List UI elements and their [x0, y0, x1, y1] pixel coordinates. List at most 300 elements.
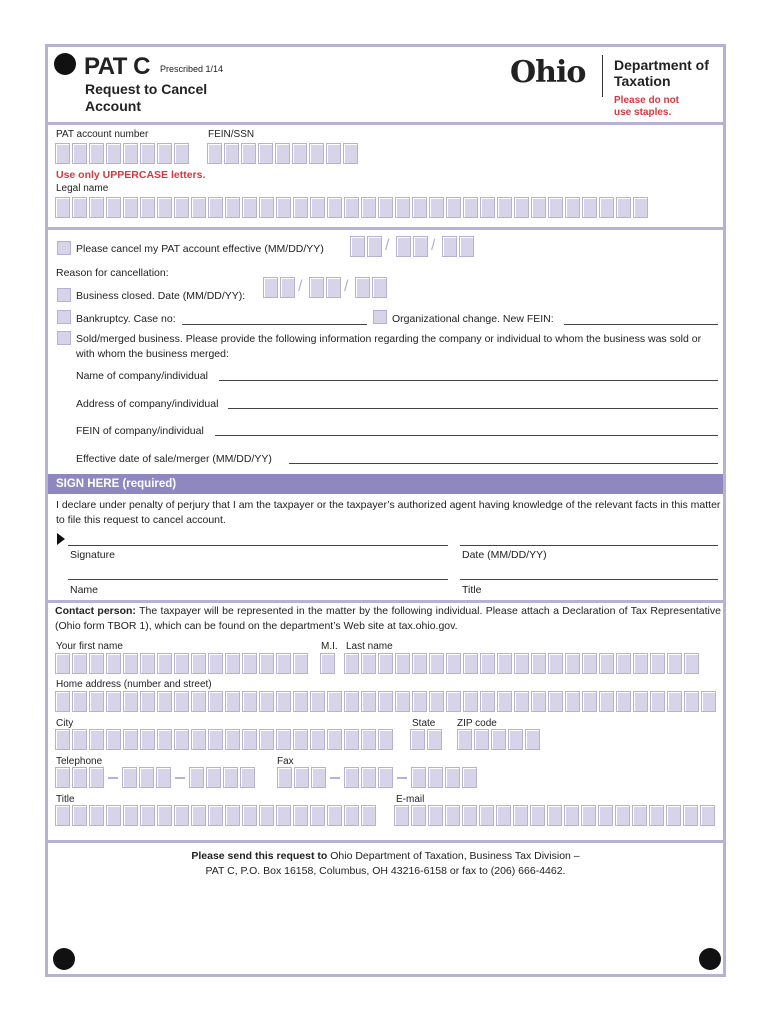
company-fein-label: FEIN of company/individual — [76, 425, 204, 437]
char-box[interactable] — [208, 653, 223, 674]
first-name-field[interactable] — [55, 653, 310, 674]
sign-date-label: Date (MM/DD/YY) — [462, 549, 547, 561]
char-box[interactable] — [240, 767, 255, 788]
signature-label: Signature — [70, 549, 115, 561]
char-box[interactable] — [191, 729, 206, 750]
char-box[interactable] — [327, 197, 342, 218]
bankruptcy-case-line[interactable] — [182, 324, 367, 325]
char-box[interactable] — [396, 236, 411, 257]
email-field[interactable] — [394, 805, 717, 826]
char-box[interactable] — [378, 691, 393, 712]
char-box[interactable] — [326, 143, 341, 164]
char-box[interactable] — [599, 197, 614, 218]
char-box[interactable] — [666, 805, 681, 826]
char-box[interactable] — [411, 767, 426, 788]
char-box[interactable] — [446, 197, 461, 218]
prescribed-date: Prescribed 1/14 — [160, 64, 224, 74]
email-label: E-mail — [396, 794, 425, 805]
legal-name-label: Legal name — [56, 183, 109, 194]
char-box[interactable] — [394, 805, 409, 826]
char-box[interactable] — [123, 653, 138, 674]
home-address-field[interactable] — [55, 691, 718, 712]
company-name-line[interactable] — [219, 380, 718, 381]
char-box[interactable] — [310, 197, 325, 218]
sign-here-heading: SIGN HERE (required) — [48, 474, 723, 494]
sign-arrow-icon — [57, 533, 65, 545]
reason-label: Reason for cancellation: — [56, 267, 169, 279]
char-box[interactable] — [140, 805, 155, 826]
char-box[interactable] — [327, 729, 342, 750]
contact-title-label: Title — [56, 794, 75, 805]
char-box[interactable] — [564, 805, 579, 826]
char-box[interactable] — [514, 197, 529, 218]
telephone-field[interactable] — [55, 767, 257, 788]
char-box[interactable] — [411, 805, 426, 826]
char-box[interactable] — [106, 805, 121, 826]
char-box[interactable] — [531, 653, 546, 674]
char-box[interactable] — [372, 277, 387, 298]
char-box[interactable] — [72, 143, 87, 164]
char-box[interactable] — [139, 767, 154, 788]
number-separator — [106, 767, 120, 788]
char-box[interactable] — [598, 805, 613, 826]
char-box[interactable] — [55, 805, 70, 826]
char-box[interactable] — [701, 691, 716, 712]
char-box[interactable] — [89, 143, 104, 164]
char-box[interactable] — [650, 691, 665, 712]
char-box[interactable] — [632, 805, 647, 826]
fax-field[interactable] — [277, 767, 479, 788]
state-field[interactable] — [410, 729, 444, 750]
char-box[interactable] — [208, 691, 223, 712]
department-name: Department of Taxation — [614, 57, 709, 89]
char-box[interactable] — [361, 197, 376, 218]
mi-field[interactable] — [320, 653, 337, 674]
char-box[interactable] — [293, 805, 308, 826]
char-box[interactable] — [344, 805, 359, 826]
cancel-account-checkbox[interactable] — [57, 241, 71, 255]
uppercase-notice: Use only UPPERCASE letters. — [56, 169, 206, 181]
new-fein-line[interactable] — [564, 324, 718, 325]
section-divider-2 — [48, 600, 723, 603]
char-box[interactable] — [344, 729, 359, 750]
char-box[interactable] — [309, 277, 324, 298]
char-box[interactable] — [344, 653, 359, 674]
char-box[interactable] — [259, 729, 274, 750]
char-box[interactable] — [174, 729, 189, 750]
char-box[interactable] — [242, 691, 257, 712]
char-box[interactable] — [344, 197, 359, 218]
char-box[interactable] — [157, 653, 172, 674]
char-box[interactable] — [55, 767, 70, 788]
char-box[interactable] — [442, 236, 457, 257]
fax-label: Fax — [277, 756, 294, 767]
mailing-line-1 — [48, 849, 723, 864]
city-label: City — [56, 718, 74, 729]
char-box[interactable] — [429, 691, 444, 712]
char-box[interactable] — [310, 729, 325, 750]
char-box[interactable] — [310, 805, 325, 826]
char-box[interactable] — [378, 767, 393, 788]
char-box[interactable] — [106, 143, 121, 164]
char-box[interactable] — [292, 143, 307, 164]
char-box[interactable] — [72, 729, 87, 750]
char-box[interactable] — [208, 197, 223, 218]
char-box[interactable] — [463, 197, 478, 218]
char-box[interactable] — [633, 691, 648, 712]
char-box[interactable] — [378, 197, 393, 218]
char-box[interactable] — [378, 729, 393, 750]
char-box[interactable] — [242, 729, 257, 750]
char-box[interactable] — [55, 691, 70, 712]
org-change-checkbox[interactable] — [373, 310, 387, 324]
char-box[interactable] — [106, 729, 121, 750]
bankruptcy-label: Bankruptcy. Case no: — [76, 313, 176, 325]
char-box[interactable] — [140, 143, 155, 164]
form-title: Request to Cancel Account — [85, 81, 208, 114]
char-box[interactable] — [429, 197, 444, 218]
char-box[interactable] — [474, 729, 489, 750]
number-separator — [173, 767, 187, 788]
last-name-field[interactable] — [344, 653, 701, 674]
char-box[interactable] — [427, 729, 442, 750]
char-box[interactable] — [581, 805, 596, 826]
char-box[interactable] — [310, 691, 325, 712]
char-box[interactable] — [72, 197, 87, 218]
char-box[interactable] — [479, 805, 494, 826]
char-box[interactable] — [633, 197, 648, 218]
char-box[interactable] — [157, 805, 172, 826]
char-box[interactable] — [259, 805, 274, 826]
name-line[interactable] — [68, 579, 448, 580]
char-box[interactable] — [378, 653, 393, 674]
char-box[interactable] — [225, 805, 240, 826]
state-label: State — [412, 718, 436, 729]
char-box[interactable] — [326, 277, 341, 298]
char-box[interactable] — [582, 691, 597, 712]
char-box[interactable] — [293, 197, 308, 218]
char-box[interactable] — [462, 805, 477, 826]
char-box[interactable] — [276, 805, 291, 826]
char-box[interactable] — [320, 653, 335, 674]
char-box[interactable] — [565, 197, 580, 218]
char-box[interactable] — [650, 653, 665, 674]
fein-ssn-label: FEIN/SSN — [208, 129, 255, 140]
char-box[interactable] — [599, 653, 614, 674]
punch-hole-bottom-left — [53, 948, 75, 970]
char-box[interactable] — [208, 729, 223, 750]
char-box[interactable] — [174, 197, 189, 218]
char-box[interactable] — [280, 277, 295, 298]
legal-name-field[interactable] — [55, 197, 650, 218]
char-box[interactable] — [174, 143, 189, 164]
char-box[interactable] — [294, 767, 309, 788]
section-divider-1 — [48, 227, 723, 230]
char-box[interactable] — [361, 691, 376, 712]
char-box[interactable] — [684, 691, 699, 712]
char-box[interactable] — [55, 197, 70, 218]
char-box[interactable] — [497, 691, 512, 712]
char-box[interactable] — [508, 729, 523, 750]
char-box[interactable] — [525, 729, 540, 750]
char-box[interactable] — [241, 143, 256, 164]
org-change-label: Organizational change. New FEIN: — [392, 313, 554, 325]
char-box[interactable] — [106, 653, 121, 674]
char-box[interactable] — [463, 691, 478, 712]
char-box[interactable] — [565, 691, 580, 712]
char-box[interactable] — [457, 729, 472, 750]
char-box[interactable] — [293, 653, 308, 674]
char-box[interactable] — [496, 805, 511, 826]
char-box[interactable] — [258, 143, 273, 164]
char-box[interactable] — [412, 653, 427, 674]
char-box[interactable] — [55, 653, 70, 674]
char-box[interactable] — [225, 691, 240, 712]
char-box[interactable] — [191, 653, 206, 674]
char-box[interactable] — [343, 143, 358, 164]
char-box[interactable] — [395, 653, 410, 674]
char-box[interactable] — [311, 767, 326, 788]
title-line[interactable] — [460, 579, 718, 580]
char-box[interactable] — [123, 197, 138, 218]
char-box[interactable] — [395, 197, 410, 218]
company-address-line[interactable] — [228, 408, 718, 409]
char-box[interactable] — [242, 805, 257, 826]
mailing-address-1: Ohio Department of Taxation, Business Tax Division – — [330, 850, 580, 862]
char-box[interactable] — [208, 805, 223, 826]
char-box[interactable] — [582, 197, 597, 218]
char-box[interactable] — [275, 143, 290, 164]
char-box[interactable] — [462, 767, 477, 788]
char-box[interactable] — [223, 767, 238, 788]
char-box[interactable] — [242, 653, 257, 674]
char-box[interactable] — [428, 767, 443, 788]
char-box[interactable] — [174, 805, 189, 826]
char-box[interactable] — [514, 653, 529, 674]
char-box[interactable] — [276, 653, 291, 674]
char-box[interactable] — [667, 653, 682, 674]
section-divider-3 — [48, 840, 723, 843]
mailing-instructions — [48, 849, 723, 879]
company-fein-line[interactable] — [215, 435, 718, 436]
char-box[interactable] — [89, 653, 104, 674]
char-box[interactable] — [463, 653, 478, 674]
char-box[interactable] — [140, 729, 155, 750]
header-divider — [48, 122, 723, 125]
char-box[interactable] — [633, 653, 648, 674]
char-box[interactable] — [140, 197, 155, 218]
char-box[interactable] — [225, 729, 240, 750]
char-box[interactable] — [582, 653, 597, 674]
char-box[interactable] — [123, 729, 138, 750]
char-box[interactable] — [350, 236, 365, 257]
char-box[interactable] — [191, 691, 206, 712]
char-box[interactable] — [55, 143, 70, 164]
char-box[interactable] — [684, 653, 699, 674]
mailing-address-2: PAT C, P.O. Box 16158, Columbus, OH 43216-6158 or fax to (206) 666-4462. — [205, 865, 566, 877]
char-box[interactable] — [259, 691, 274, 712]
cancel-effective-label: Please cancel my PAT account effective (MM/DD/YY) — [76, 243, 324, 255]
char-box[interactable] — [72, 805, 87, 826]
char-box[interactable] — [361, 653, 376, 674]
char-box[interactable] — [72, 767, 87, 788]
char-box[interactable] — [367, 236, 382, 257]
sold-merged-label: Sold/merged business. Please provide the following information regarding the company or individual to whom the business was sold or with whom the business merged: — [76, 333, 702, 360]
cancel-effective-date-field[interactable] — [350, 236, 476, 257]
signature-line[interactable] — [68, 545, 448, 546]
contact-title-field[interactable] — [55, 805, 378, 826]
char-box[interactable] — [89, 767, 104, 788]
char-box[interactable] — [89, 729, 104, 750]
char-box[interactable] — [156, 767, 171, 788]
char-box[interactable] — [259, 197, 274, 218]
char-box[interactable] — [191, 197, 206, 218]
char-box[interactable] — [412, 691, 427, 712]
char-box[interactable] — [174, 691, 189, 712]
char-box[interactable] — [224, 143, 239, 164]
char-box[interactable] — [89, 197, 104, 218]
char-box[interactable] — [225, 653, 240, 674]
char-box[interactable] — [106, 197, 121, 218]
effective-sale-label: Effective date of sale/merger (MM/DD/YY) — [76, 453, 272, 465]
char-box[interactable] — [491, 729, 506, 750]
zip-field[interactable] — [457, 729, 542, 750]
sign-title-label: Title — [462, 584, 482, 596]
char-box[interactable] — [599, 691, 614, 712]
char-box[interactable] — [616, 653, 631, 674]
business-closed-checkbox[interactable] — [57, 288, 71, 302]
char-box[interactable] — [207, 143, 222, 164]
char-box[interactable] — [327, 691, 342, 712]
char-box[interactable] — [428, 805, 443, 826]
char-box[interactable] — [667, 691, 682, 712]
char-box[interactable] — [89, 805, 104, 826]
char-box[interactable] — [565, 653, 580, 674]
char-box[interactable] — [410, 729, 425, 750]
number-separator — [395, 767, 409, 788]
pat-account-field[interactable] — [55, 143, 191, 164]
char-box[interactable] — [530, 805, 545, 826]
char-box[interactable] — [548, 197, 563, 218]
char-box[interactable] — [123, 143, 138, 164]
char-box[interactable] — [547, 805, 562, 826]
char-box[interactable] — [344, 767, 359, 788]
char-box[interactable] — [189, 767, 204, 788]
char-box[interactable] — [700, 805, 715, 826]
char-box[interactable] — [140, 691, 155, 712]
char-box[interactable] — [514, 691, 529, 712]
char-box[interactable] — [445, 767, 460, 788]
effective-sale-line[interactable] — [289, 463, 718, 464]
char-box[interactable] — [361, 729, 376, 750]
char-box[interactable] — [157, 729, 172, 750]
char-box[interactable] — [344, 691, 359, 712]
char-box[interactable] — [123, 805, 138, 826]
sold-merged-checkbox[interactable] — [57, 331, 71, 345]
ohio-logo: Ohio — [510, 55, 586, 90]
char-box[interactable] — [683, 805, 698, 826]
char-box[interactable] — [361, 767, 376, 788]
city-field[interactable] — [55, 729, 395, 750]
char-box[interactable] — [206, 767, 221, 788]
char-box[interactable] — [480, 691, 495, 712]
char-box[interactable] — [327, 805, 342, 826]
char-box[interactable] — [293, 691, 308, 712]
char-box[interactable] — [413, 236, 428, 257]
char-box[interactable] — [157, 143, 172, 164]
char-box[interactable] — [277, 767, 292, 788]
char-box[interactable] — [615, 805, 630, 826]
char-box[interactable] — [225, 197, 240, 218]
char-box[interactable] — [140, 653, 155, 674]
staples-notice: Please do not use staples. — [614, 95, 680, 118]
char-box[interactable] — [123, 691, 138, 712]
sign-name-label: Name — [70, 584, 99, 596]
char-box[interactable] — [89, 691, 104, 712]
company-address-label: Address of company/individual — [76, 398, 219, 410]
char-box[interactable] — [548, 653, 563, 674]
char-box[interactable] — [497, 653, 512, 674]
char-box[interactable] — [616, 197, 631, 218]
char-box[interactable] — [616, 691, 631, 712]
char-box[interactable] — [548, 691, 563, 712]
char-box[interactable] — [429, 653, 444, 674]
char-box[interactable] — [263, 277, 278, 298]
declaration-text: I declare under penalty of perjury that I am the taxpayer or the taxpayer’s authorized agent having knowledge of the relevant facts in this matter to file this request to cancel account. — [56, 499, 721, 526]
contact-text: The taxpayer will be represented in the matter by the following individual. Please attach a Declaration of Tax Representative (Ohio form TBOR 1), which can be found on the department’s Web site at tax.ohio.gov. — [55, 605, 721, 632]
char-box[interactable] — [72, 691, 87, 712]
char-box[interactable] — [649, 805, 664, 826]
date-line[interactable] — [460, 545, 718, 546]
char-box[interactable] — [445, 805, 460, 826]
char-box[interactable] — [309, 143, 324, 164]
char-box[interactable] — [361, 805, 376, 826]
date-separator — [297, 277, 307, 298]
char-box[interactable] — [355, 277, 370, 298]
char-box[interactable] — [446, 653, 461, 674]
company-name-label: Name of company/individual — [76, 370, 208, 382]
char-box[interactable] — [459, 236, 474, 257]
char-box[interactable] — [191, 805, 206, 826]
char-box[interactable] — [395, 691, 410, 712]
char-box[interactable] — [293, 729, 308, 750]
char-box[interactable] — [174, 653, 189, 674]
fein-ssn-field[interactable] — [207, 143, 360, 164]
char-box[interactable] — [72, 653, 87, 674]
char-box[interactable] — [55, 729, 70, 750]
char-box[interactable] — [259, 653, 274, 674]
char-box[interactable] — [157, 691, 172, 712]
char-box[interactable] — [106, 691, 121, 712]
char-box[interactable] — [480, 653, 495, 674]
mailing-lead: Please send this request to — [191, 850, 328, 862]
char-box[interactable] — [276, 691, 291, 712]
char-box[interactable] — [242, 197, 257, 218]
char-box[interactable] — [531, 691, 546, 712]
char-box[interactable] — [513, 805, 528, 826]
char-box[interactable] — [157, 197, 172, 218]
char-box[interactable] — [276, 197, 291, 218]
bankruptcy-checkbox[interactable] — [57, 310, 71, 324]
char-box[interactable] — [276, 729, 291, 750]
business-closed-date-field[interactable] — [263, 277, 389, 298]
char-box[interactable] — [412, 197, 427, 218]
char-box[interactable] — [122, 767, 137, 788]
char-box[interactable] — [497, 197, 512, 218]
char-box[interactable] — [480, 197, 495, 218]
char-box[interactable] — [446, 691, 461, 712]
char-box[interactable] — [531, 197, 546, 218]
